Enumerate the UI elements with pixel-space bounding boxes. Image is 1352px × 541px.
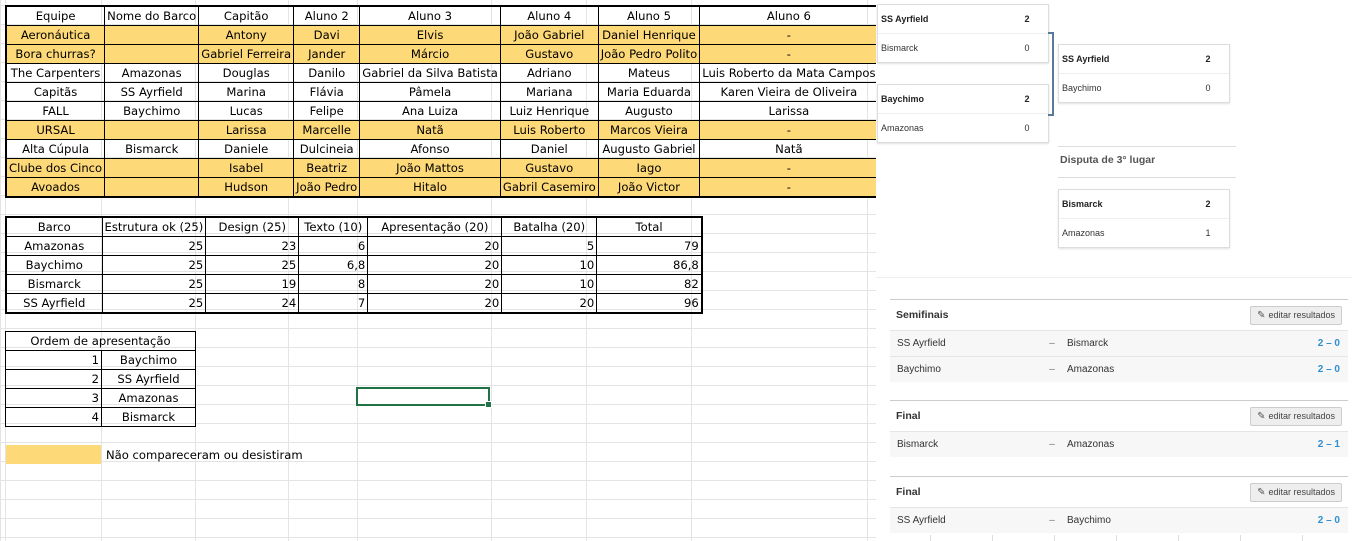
table-row bbox=[6, 275, 702, 294]
round-title: Semifinais bbox=[896, 309, 949, 321]
edit-results-label: editar resultados bbox=[1268, 487, 1335, 497]
table-cell[interactable]: Antony bbox=[199, 26, 294, 45]
table-cell[interactable]: 20 bbox=[368, 275, 502, 294]
table-cell[interactable]: 79 bbox=[597, 237, 702, 256]
table-cell[interactable]: - bbox=[700, 121, 876, 140]
column-header[interactable]: Aluno 2 bbox=[294, 6, 360, 26]
table-cell[interactable]: Elvis bbox=[360, 26, 501, 45]
table-cell[interactable]: Baychimo bbox=[6, 256, 102, 275]
column-header[interactable]: Barco bbox=[6, 217, 102, 237]
table-cell[interactable]: SS Ayrfield bbox=[6, 294, 102, 314]
table-cell[interactable]: Flávia bbox=[294, 83, 360, 102]
table-cell[interactable]: Douglas bbox=[199, 64, 294, 83]
table-cell[interactable]: 19 bbox=[206, 275, 299, 294]
table-cell[interactable]: Amazonas bbox=[105, 64, 199, 83]
table-cell[interactable]: Marcos Vieira bbox=[598, 121, 700, 140]
table-row bbox=[6, 256, 702, 275]
table-cell[interactable]: 20 bbox=[368, 237, 502, 256]
table-cell[interactable]: Larissa bbox=[700, 102, 876, 121]
table-cell[interactable]: 20 bbox=[368, 256, 502, 275]
team-a: SS Ayrfield bbox=[897, 515, 946, 526]
edit-results-button[interactable] bbox=[1250, 306, 1342, 325]
match-result-row[interactable] bbox=[890, 507, 1348, 533]
table-cell[interactable]: Karen Vieira de Oliveira bbox=[700, 83, 876, 102]
table-cell[interactable]: Marcelle bbox=[294, 121, 360, 140]
semifinal-1-card[interactable] bbox=[877, 4, 1049, 63]
team-b: Amazonas bbox=[1067, 364, 1115, 375]
table-row bbox=[6, 64, 876, 83]
match-result-row[interactable] bbox=[890, 330, 1348, 356]
table-cell[interactable]: Afonso bbox=[360, 140, 501, 159]
table-cell[interactable] bbox=[105, 159, 199, 178]
table-cell[interactable]: URSAL bbox=[6, 121, 105, 140]
table-cell[interactable]: Clube dos Cinco bbox=[6, 159, 105, 178]
third-place-card[interactable] bbox=[1058, 189, 1230, 248]
table-cell[interactable]: João Victor bbox=[598, 178, 700, 198]
teams-header-row bbox=[6, 6, 876, 26]
round-header bbox=[890, 300, 1348, 330]
table-cell[interactable]: 10 bbox=[502, 256, 597, 275]
separator: – bbox=[1049, 515, 1055, 526]
pencil-icon: ✎ bbox=[1257, 309, 1266, 321]
column-header[interactable]: Estrutura ok (25) bbox=[102, 217, 206, 237]
column-header[interactable]: Aluno 6 bbox=[700, 6, 876, 26]
table-cell[interactable]: Amazonas bbox=[6, 237, 102, 256]
match-row: Amazonas 0 bbox=[881, 123, 1030, 133]
table-row bbox=[6, 237, 702, 256]
table-cell[interactable]: 2 bbox=[6, 370, 102, 389]
table-cell[interactable]: Daniele bbox=[199, 140, 294, 159]
table-cell[interactable]: The Carpenters bbox=[6, 64, 105, 83]
table-cell[interactable]: 82 bbox=[597, 275, 702, 294]
table-cell[interactable]: 1 bbox=[6, 351, 102, 370]
table-cell[interactable]: 8 bbox=[299, 275, 368, 294]
table-cell[interactable]: 5 bbox=[502, 237, 597, 256]
table-cell[interactable]: Amazonas bbox=[102, 389, 196, 408]
table-cell[interactable]: 6,8 bbox=[299, 256, 368, 275]
table-cell[interactable]: Augusto Gabriel bbox=[598, 140, 700, 159]
table-row bbox=[6, 351, 196, 370]
results-round bbox=[890, 400, 1348, 457]
table-cell[interactable]: Larissa bbox=[199, 121, 294, 140]
table-cell[interactable]: Gustavo bbox=[500, 159, 598, 178]
team-a: Baychimo bbox=[897, 364, 941, 375]
table-row bbox=[6, 102, 876, 121]
match-row: SS Ayrfield 2 bbox=[1059, 45, 1229, 74]
table-cell[interactable]: Daniel bbox=[500, 140, 598, 159]
table-cell[interactable]: Baychimo bbox=[105, 102, 199, 121]
table-cell[interactable]: 23 bbox=[206, 237, 299, 256]
table-cell[interactable]: Luiz Henrique bbox=[500, 102, 598, 121]
table-row bbox=[6, 83, 876, 102]
table-cell[interactable]: 3 bbox=[6, 389, 102, 408]
round-header bbox=[890, 401, 1348, 431]
table-cell[interactable]: 25 bbox=[102, 237, 206, 256]
table-cell[interactable]: Alta Cúpula bbox=[6, 140, 105, 159]
fill-handle[interactable] bbox=[485, 401, 492, 408]
table-cell[interactable] bbox=[105, 121, 199, 140]
table-cell[interactable]: FALL bbox=[6, 102, 105, 121]
table-cell[interactable]: SS Ayrfield bbox=[102, 370, 196, 389]
table-cell[interactable]: 4 bbox=[6, 408, 102, 427]
table-cell[interactable]: 25 bbox=[102, 275, 206, 294]
table-cell[interactable]: 24 bbox=[206, 294, 299, 314]
legend-swatch bbox=[6, 445, 101, 464]
table-cell[interactable]: João Pedro Polito bbox=[598, 45, 700, 64]
table-cell[interactable]: Natã bbox=[700, 140, 876, 159]
table-cell[interactable]: Bora churras? bbox=[6, 45, 105, 64]
edit-results-label: editar resultados bbox=[1268, 310, 1335, 320]
match-score: 2 – 1 bbox=[1317, 439, 1340, 450]
table-cell[interactable]: 25 bbox=[206, 256, 299, 275]
teams-table bbox=[5, 5, 876, 198]
pencil-icon: ✎ bbox=[1257, 410, 1266, 422]
results-round bbox=[890, 299, 1348, 382]
semifinal-2-card[interactable] bbox=[877, 84, 1049, 143]
scores-header-row bbox=[6, 217, 702, 237]
table-cell[interactable]: Márcio bbox=[360, 45, 501, 64]
table-cell[interactable]: Luis Roberto bbox=[500, 121, 598, 140]
team-b: Bismarck bbox=[1067, 338, 1109, 349]
table-cell[interactable]: Bismarck bbox=[102, 408, 196, 427]
final-card[interactable] bbox=[1058, 44, 1230, 103]
round-header bbox=[890, 477, 1348, 507]
table-row bbox=[6, 370, 196, 389]
tournament-bracket bbox=[876, 0, 1352, 541]
table-cell[interactable]: Isabel bbox=[199, 159, 294, 178]
match-row: Baychimo 2 bbox=[878, 85, 1048, 114]
table-cell[interactable]: João Gabriel bbox=[500, 26, 598, 45]
table-cell[interactable]: Bismarck bbox=[6, 275, 102, 294]
table-cell[interactable]: Iago bbox=[598, 159, 700, 178]
table-cell[interactable]: Aeronáutica bbox=[6, 26, 105, 45]
table-cell[interactable]: - bbox=[700, 26, 876, 45]
table-cell[interactable]: Dulcineia bbox=[294, 140, 360, 159]
match-score: 2 – 0 bbox=[1317, 515, 1340, 526]
selected-cell[interactable] bbox=[356, 387, 490, 406]
table-cell[interactable]: Jander bbox=[294, 45, 360, 64]
table-cell[interactable]: Baychimo bbox=[102, 351, 196, 370]
table-cell[interactable]: Pâmela bbox=[360, 83, 501, 102]
table-cell[interactable]: Daniel Henrique bbox=[598, 26, 700, 45]
table-row bbox=[6, 294, 702, 314]
scores-table bbox=[5, 216, 703, 314]
column-header[interactable]: Texto (10) bbox=[299, 217, 368, 237]
table-cell[interactable]: Ana Luiza bbox=[360, 102, 501, 121]
legend-text: Não compareceram ou desistiram bbox=[106, 448, 303, 462]
match-result-row[interactable] bbox=[890, 431, 1348, 457]
table-cell[interactable] bbox=[105, 45, 199, 64]
team-a: Bismarck bbox=[897, 439, 939, 450]
presentation-order-table bbox=[5, 331, 196, 427]
table-row bbox=[6, 159, 876, 178]
table-cell[interactable]: Capitãs bbox=[6, 83, 105, 102]
table-row bbox=[6, 121, 876, 140]
table-cell[interactable]: Mariana bbox=[500, 83, 598, 102]
separator: – bbox=[1049, 364, 1055, 375]
team-a: SS Ayrfield bbox=[897, 338, 946, 349]
table-row bbox=[6, 178, 876, 198]
table-cell[interactable]: Adriano bbox=[500, 64, 598, 83]
column-header[interactable]: Aluno 5 bbox=[598, 6, 700, 26]
column-header[interactable]: Equipe bbox=[6, 6, 105, 26]
table-cell[interactable]: Gabriel Ferreira bbox=[199, 45, 294, 64]
table-cell[interactable]: Davi bbox=[294, 26, 360, 45]
column-header[interactable]: Design (25) bbox=[206, 217, 299, 237]
table-cell[interactable]: 20 bbox=[502, 294, 597, 314]
table-cell[interactable]: Avoados bbox=[6, 178, 105, 198]
table-cell[interactable]: - bbox=[700, 45, 876, 64]
table-cell[interactable]: Augusto bbox=[598, 102, 700, 121]
table-cell[interactable]: Bismarck bbox=[105, 140, 199, 159]
round-title: Final bbox=[896, 486, 921, 498]
table-cell[interactable]: Felipe bbox=[294, 102, 360, 121]
table-cell[interactable]: Danilo bbox=[294, 64, 360, 83]
table-cell[interactable]: Gabril Casemiro bbox=[500, 178, 598, 198]
table-cell[interactable]: Beatriz bbox=[294, 159, 360, 178]
column-header[interactable]: Ordem de apresentação bbox=[6, 332, 196, 351]
table-cell[interactable]: Hitalo bbox=[360, 178, 501, 198]
table-cell[interactable]: SS Ayrfield bbox=[105, 83, 199, 102]
team-b: Baychimo bbox=[1067, 515, 1111, 526]
match-score: 2 – 0 bbox=[1317, 364, 1340, 375]
column-header[interactable]: Aluno 4 bbox=[500, 6, 598, 26]
table-cell[interactable]: João Pedro bbox=[294, 178, 360, 198]
table-row bbox=[6, 140, 876, 159]
column-header[interactable]: Capitão bbox=[199, 6, 294, 26]
match-row: SS Ayrfield 2 bbox=[878, 5, 1048, 34]
table-cell[interactable]: Marina bbox=[199, 83, 294, 102]
table-cell[interactable]: - bbox=[700, 178, 876, 198]
table-cell[interactable]: João Mattos bbox=[360, 159, 501, 178]
table-cell[interactable]: Luis Roberto da Mata Campos bbox=[700, 64, 876, 83]
edit-results-label: editar resultados bbox=[1268, 411, 1335, 421]
table-cell[interactable] bbox=[105, 26, 199, 45]
results-round bbox=[890, 476, 1348, 533]
table-cell[interactable]: 6 bbox=[299, 237, 368, 256]
column-header[interactable]: Total bbox=[597, 217, 702, 237]
table-cell[interactable]: Gustavo bbox=[500, 45, 598, 64]
table-cell[interactable]: 25 bbox=[102, 294, 206, 314]
bracket-connector bbox=[1048, 32, 1054, 116]
column-header[interactable]: Aluno 3 bbox=[360, 6, 501, 26]
match-score: 2 – 0 bbox=[1317, 338, 1340, 349]
match-row: Bismarck 0 bbox=[881, 43, 1030, 53]
column-header[interactable]: Batalha (20) bbox=[502, 217, 597, 237]
table-cell[interactable]: 10 bbox=[502, 275, 597, 294]
third-place-title: Disputa de 3° lugar bbox=[1060, 154, 1156, 166]
table-cell[interactable]: - bbox=[700, 159, 876, 178]
team-b: Amazonas bbox=[1067, 439, 1115, 450]
column-header[interactable]: Nome do Barco bbox=[105, 6, 199, 26]
table-cell[interactable]: Hudson bbox=[199, 178, 294, 198]
table-cell[interactable]: Natã bbox=[360, 121, 501, 140]
column-header[interactable]: Apresentação (20) bbox=[368, 217, 502, 237]
separator: – bbox=[1049, 338, 1055, 349]
edit-results-button[interactable] bbox=[1250, 407, 1342, 426]
match-row: Baychimo 0 bbox=[1062, 83, 1211, 93]
table-cell[interactable]: Mateus bbox=[598, 64, 700, 83]
table-cell[interactable]: 86,8 bbox=[597, 256, 702, 275]
table-cell[interactable]: Gabriel da Silva Batista bbox=[360, 64, 501, 83]
table-row bbox=[6, 389, 196, 408]
table-cell[interactable]: Lucas bbox=[199, 102, 294, 121]
separator: – bbox=[1049, 439, 1055, 450]
match-result-row[interactable] bbox=[890, 356, 1348, 382]
round-title: Final bbox=[896, 410, 921, 422]
table-cell[interactable]: 7 bbox=[299, 294, 368, 314]
order-header-row bbox=[6, 332, 196, 351]
edit-results-button[interactable] bbox=[1250, 483, 1342, 502]
table-cell[interactable]: 96 bbox=[597, 294, 702, 314]
pencil-icon: ✎ bbox=[1257, 486, 1266, 498]
table-row bbox=[6, 26, 876, 45]
match-row: Bismarck 2 bbox=[1059, 190, 1229, 219]
table-row bbox=[6, 408, 196, 427]
table-cell[interactable]: Maria Eduarda bbox=[598, 83, 700, 102]
table-row bbox=[6, 45, 876, 64]
table-cell[interactable] bbox=[105, 178, 199, 198]
match-row: Amazonas 1 bbox=[1062, 228, 1211, 238]
table-cell[interactable]: 20 bbox=[368, 294, 502, 314]
table-cell[interactable]: 25 bbox=[102, 256, 206, 275]
